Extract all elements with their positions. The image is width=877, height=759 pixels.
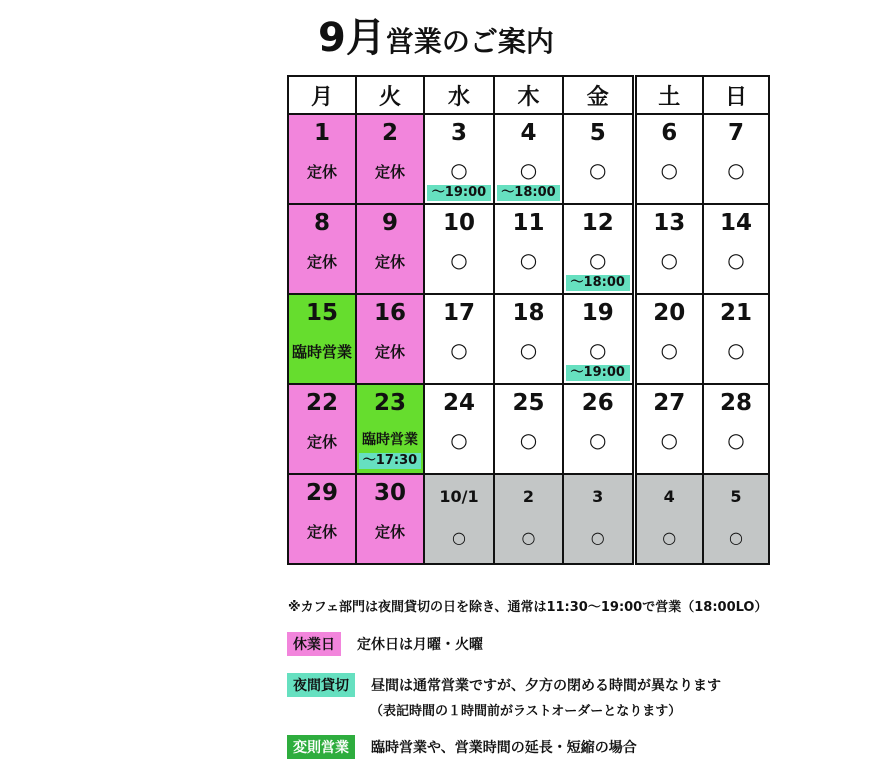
- open-mark-icon: ○: [589, 248, 607, 272]
- calendar-body: [288, 114, 769, 564]
- day-number: 2: [522, 487, 535, 506]
- weekday-sun: 日: [703, 76, 769, 114]
- day-number: 7: [727, 120, 744, 146]
- hours-tag: ～19:00: [566, 365, 630, 381]
- closed-label: 定休: [306, 433, 337, 451]
- title-subtitle: 営業のご案内: [385, 25, 554, 58]
- open-mark-icon: ○: [519, 338, 538, 362]
- open-mark-icon: ○: [660, 158, 678, 182]
- calendar-day-cell: [288, 384, 356, 474]
- day-number: 3: [592, 487, 604, 506]
- open-mark-icon: ○: [589, 428, 607, 452]
- calendar-day-cell: [634, 384, 703, 474]
- open-mark-icon: ○: [450, 338, 468, 362]
- day-number: 25: [512, 390, 545, 416]
- open-mark-icon: ○: [660, 428, 678, 452]
- calendar-day-cell: [494, 384, 563, 474]
- weekday-thu: 木: [494, 76, 563, 114]
- closed-label: 定休: [374, 163, 405, 181]
- open-mark-icon: ○: [519, 158, 538, 182]
- calendar-week-row: [288, 204, 769, 294]
- day-number: 29: [305, 480, 338, 506]
- calendar-week-row: [288, 114, 769, 204]
- day-number: 2: [381, 120, 398, 146]
- special-label: 臨時営業: [291, 343, 352, 361]
- closed-label: 定休: [306, 523, 337, 541]
- calendar-day-cell: [703, 474, 769, 564]
- day-number: 24: [442, 390, 475, 416]
- day-number: 15: [305, 300, 338, 326]
- day-number: 23: [373, 390, 406, 416]
- weekday-sat: 土: [634, 76, 703, 114]
- open-mark-icon: ○: [727, 428, 745, 452]
- legend-closed: [287, 632, 483, 656]
- weekday-mon: 月: [288, 76, 356, 114]
- day-number: 17: [442, 300, 475, 326]
- hours-tag: ～18:00: [497, 185, 560, 201]
- open-mark-icon: ○: [660, 338, 678, 362]
- open-mark-icon: ○: [519, 248, 538, 272]
- day-number: 22: [305, 390, 338, 416]
- calendar-week-row: [288, 474, 769, 564]
- calendar-day-cell: [424, 204, 494, 294]
- cafe-note: ※カフェ部門は夜間貸切の日を除き、通常は11:30～19:00で営業（18:00LO）: [288, 600, 768, 615]
- legend-private: [287, 673, 721, 697]
- calendar-day-cell: [563, 474, 634, 564]
- legend-special-badge: 変則営業: [287, 735, 355, 759]
- open-mark-icon: ○: [450, 158, 468, 182]
- legend-private-text: 昼間は通常営業ですが、夕方の閉める時間が異なります: [371, 678, 721, 694]
- closed-label: 定休: [306, 163, 337, 181]
- hours-tag: ～19:00: [427, 185, 491, 201]
- legend-special: [287, 735, 637, 759]
- page-title: [318, 6, 554, 61]
- open-mark-icon: ○: [450, 428, 468, 452]
- calendar-day-cell: [703, 204, 769, 294]
- hours-tag: ～18:00: [566, 275, 630, 291]
- open-mark-icon: ○: [521, 528, 536, 547]
- weekday-wed: 水: [424, 76, 494, 114]
- day-number: 1: [313, 120, 330, 146]
- calendar-day-cell: [494, 474, 563, 564]
- open-mark-icon: ○: [519, 428, 538, 452]
- calendar-day-cell: [424, 384, 494, 474]
- closed-label: 定休: [374, 343, 405, 361]
- day-number: 20: [653, 300, 686, 326]
- legend-private-badge: 夜間貸切: [287, 673, 355, 697]
- calendar-day-cell: [424, 114, 494, 204]
- calendar-day-cell: [356, 294, 424, 384]
- calendar-day-cell: [563, 114, 634, 204]
- calendar-day-cell: [356, 384, 424, 474]
- day-number: 8: [313, 210, 330, 236]
- day-number: 26: [581, 390, 614, 416]
- calendar-day-cell: [424, 294, 494, 384]
- day-number: 11: [512, 210, 545, 236]
- day-number: 13: [653, 210, 686, 236]
- day-number: 10/1: [439, 487, 479, 506]
- day-number: 5: [589, 120, 606, 146]
- calendar-day-cell: [703, 384, 769, 474]
- open-mark-icon: ○: [729, 528, 743, 547]
- calendar-day-cell: [563, 204, 634, 294]
- calendar-day-cell: [703, 114, 769, 204]
- legend-private-sub: （表記時間の１時間前がラストオーダーとなります）: [370, 704, 682, 719]
- day-number: 21: [719, 300, 752, 326]
- open-mark-icon: ○: [662, 528, 677, 547]
- calendar-day-cell: [494, 294, 563, 384]
- open-mark-icon: ○: [450, 248, 468, 272]
- open-mark-icon: ○: [660, 248, 678, 272]
- calendar-day-cell: [424, 474, 494, 564]
- open-mark-icon: ○: [589, 158, 607, 182]
- weekday-header-row: [288, 76, 769, 114]
- day-number: 30: [373, 480, 406, 506]
- calendar-day-cell: [288, 474, 356, 564]
- calendar-week-row: [288, 294, 769, 384]
- closed-label: 定休: [306, 253, 337, 271]
- closed-label: 定休: [374, 253, 405, 271]
- calendar-day-cell: [356, 114, 424, 204]
- day-number: 9: [381, 210, 398, 236]
- open-mark-icon: ○: [452, 528, 466, 547]
- calendar-day-cell: [288, 294, 356, 384]
- day-number: 27: [653, 390, 686, 416]
- open-mark-icon: ○: [589, 338, 607, 362]
- open-mark-icon: ○: [727, 338, 745, 362]
- calendar-day-cell: [494, 114, 563, 204]
- legend-closed-badge: 休業日: [287, 632, 341, 656]
- calendar-day-cell: [356, 204, 424, 294]
- weekday-tue: 火: [356, 76, 424, 114]
- calendar-table: [287, 75, 770, 565]
- calendar-day-cell: [563, 294, 634, 384]
- open-mark-icon: ○: [727, 248, 745, 272]
- calendar-day-cell: [703, 294, 769, 384]
- day-number: 16: [373, 300, 406, 326]
- day-number: 12: [581, 210, 614, 236]
- calendar-day-cell: [634, 204, 703, 294]
- open-mark-icon: ○: [727, 158, 745, 182]
- day-number: 3: [450, 120, 467, 146]
- calendar-day-cell: [356, 474, 424, 564]
- closed-label: 定休: [374, 523, 405, 541]
- day-number: 6: [661, 120, 678, 146]
- day-number: 14: [719, 210, 752, 236]
- calendar-day-cell: [288, 114, 356, 204]
- calendar-day-cell: [288, 204, 356, 294]
- title-month: 9月: [318, 15, 386, 61]
- day-number: 28: [719, 390, 752, 416]
- day-number: 4: [663, 487, 675, 506]
- calendar-day-cell: [634, 114, 703, 204]
- calendar-week-row: [288, 384, 769, 474]
- special-label: 臨時営業: [362, 432, 418, 448]
- calendar-day-cell: [563, 384, 634, 474]
- calendar-day-cell: [494, 204, 563, 294]
- legend-closed-text: 定休日は月曜・火曜: [357, 637, 483, 653]
- day-number: 19: [581, 300, 614, 326]
- open-mark-icon: ○: [590, 528, 605, 547]
- day-number: 18: [512, 300, 545, 326]
- hours-tag: ～17:30: [359, 453, 421, 469]
- weekday-fri: 金: [563, 76, 634, 114]
- day-number: 5: [730, 487, 742, 506]
- calendar-day-cell: [634, 474, 703, 564]
- legend-special-text: 臨時営業や、営業時間の延長・短縮の場合: [371, 740, 637, 756]
- day-number: 4: [520, 120, 537, 146]
- day-number: 10: [442, 210, 475, 236]
- calendar-day-cell: [634, 294, 703, 384]
